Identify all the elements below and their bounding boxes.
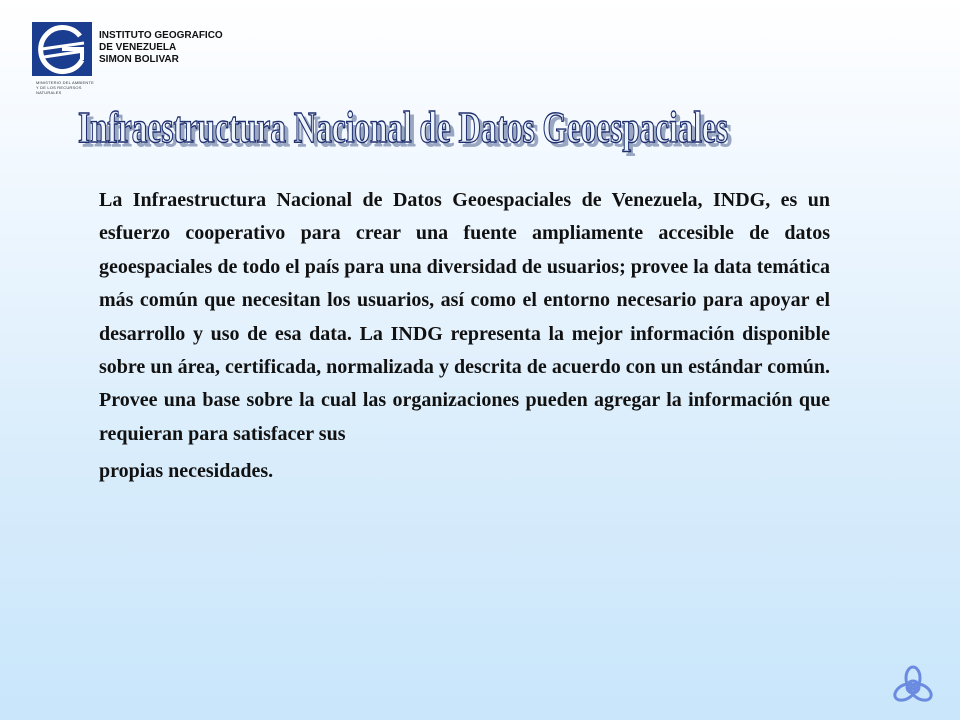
organization-name (99, 30, 223, 66)
org-line-3: SIMON BOLIVAR (99, 54, 179, 65)
ministry-line: Y DE LOS RECURSOS NATURALES (36, 85, 82, 95)
ministry-line: MINISTERIO DEL AMBIENTE (36, 80, 95, 85)
title-text: Infraestructura Nacional de Datos Geoespaciales (78, 104, 728, 152)
ministry-caption (36, 80, 102, 95)
igvsb-logo-icon (32, 22, 92, 76)
title-shadow: Infraestructura Nacional de Datos Geoespaciales (82, 107, 732, 156)
body-paragraph (99, 184, 830, 489)
page-title (60, 104, 760, 164)
trefoil-nav-icon[interactable] (891, 663, 935, 707)
paragraph-last-line: propias necesidades. (99, 460, 274, 483)
org-line-1: INSTITUTO GEOGRAFICO (99, 30, 223, 41)
paragraph-text: La Infraestructura Nacional de Datos Geoespaciales de Venezuela, INDG, es un esfuerzo cooperativo para crear una fuente ampliamente accesible de datos geoespaciales de todo el país para una diversidad de usuarios; provee la data temática más común que necesitan los usuarios, así como el entorno necesario para apoyar el desarrollo y uso de esa data. La INDG representa la mejor información disponible sobre un área, certificada, normalizada y descrita de acuerdo con un estándar común. Provee una base sobre la cual las organizaciones pueden agregar la información que requieran para satisfacer sus (99, 189, 830, 445)
org-line-2: DE VENEZUELA (99, 42, 177, 53)
